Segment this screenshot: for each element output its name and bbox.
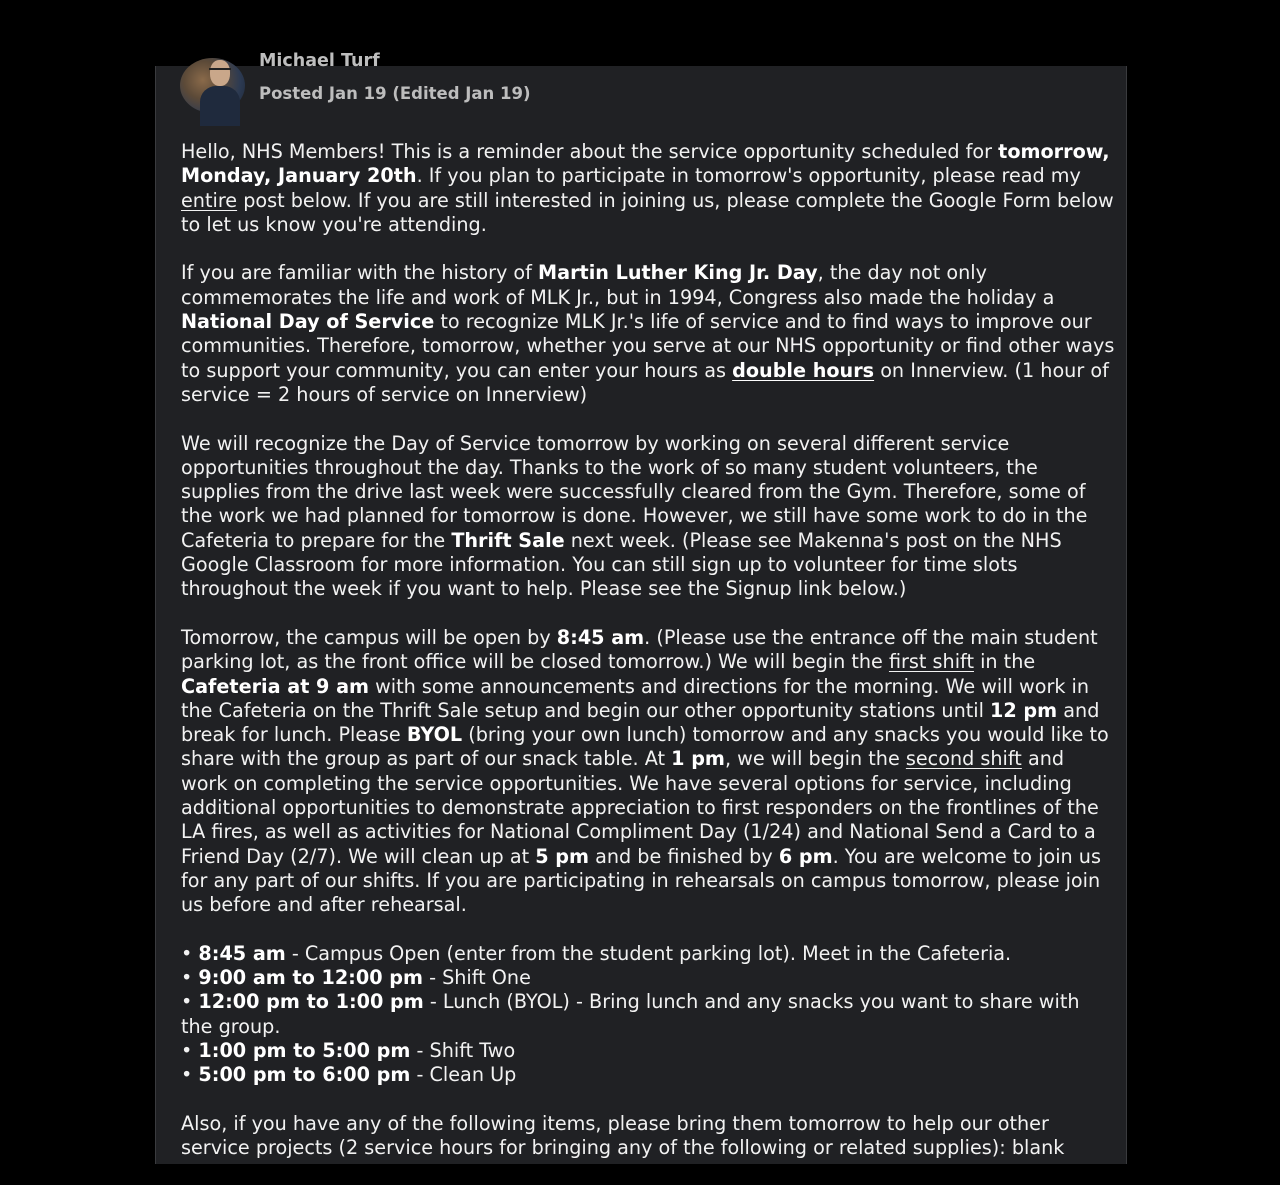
schedule-item bbox=[181, 990, 1116, 1039]
schedule-list bbox=[181, 942, 1116, 1088]
bullet: • bbox=[181, 990, 199, 1014]
schedule-desc: - Shift One bbox=[422, 966, 531, 990]
schedule-time: 1:00 pm to 5:00 pm bbox=[198, 1038, 411, 1062]
bold-text: 5 pm bbox=[535, 844, 589, 868]
text: . You are welcome to join us for any part of our shifts. If you are participating in rehearsals on campus tomorrow, please join us before and after rehearsal. bbox=[181, 844, 1101, 917]
avatar[interactable] bbox=[180, 58, 245, 113]
text: and break for lunch. Please bbox=[181, 698, 1100, 747]
paragraph-day-of-service bbox=[181, 432, 1116, 602]
bold-text: Martin Luther King Jr. Day bbox=[538, 261, 818, 285]
text: (bring your own lunch) tomorrow and any snacks you would like to share with the group as part of our snack table. At bbox=[181, 723, 1109, 771]
text: . (Please use the entrance off the main student parking lot, as the front office will be closed tomorrow.) We will begin the bbox=[181, 625, 1098, 674]
bullet: • bbox=[181, 966, 199, 990]
avatar-glasses bbox=[209, 68, 231, 75]
text: in the bbox=[973, 650, 1036, 674]
schedule-desc: - Lunch (BYOL) - Bring lunch and any snacks you want to share with the group. bbox=[181, 990, 1080, 1038]
bullet: • bbox=[181, 1038, 199, 1062]
bullet: • bbox=[181, 941, 199, 965]
text: We will recognize the Day of Service tomorrow by working on several different service opportunities throughout the day. Thanks to the work of so many student volunteers, the supplies from the drive last week were successfully cleared from the Gym. Therefore, some of the work we had planned for tomorrow is done. However, we still have some work to do in the Cafeteria to prepare for the bbox=[181, 431, 1088, 552]
bold-text: National Day of Service bbox=[181, 310, 435, 334]
schedule-item bbox=[181, 1063, 1116, 1087]
text: next week. (Please see Makenna's post on the NHS Google Classroom for more information. You can still sign up to volunteer for time slots throughout the week if you want to help. Please see the Signup link below.) bbox=[181, 528, 1062, 601]
underlined-text: first shift bbox=[888, 650, 974, 674]
paragraph-supplies bbox=[181, 1112, 1116, 1161]
paragraph-mlk-day bbox=[181, 261, 1116, 407]
bold-text: 6 pm bbox=[778, 844, 833, 868]
bold-text: 8:45 am bbox=[556, 625, 645, 649]
schedule-item bbox=[181, 1039, 1116, 1063]
text: and work on completing the service opportunities. We have several options for service, including additional opportunities to demonstrate appreciation to first responders on the frontlines of the LA fires, as well as activities for National Compliment Day (1/24) and National Send a Card to a Friend Day (2/7). We will clean up at bbox=[181, 747, 1099, 868]
underlined-text: second shift bbox=[905, 747, 1022, 771]
schedule-time: 5:00 pm to 6:00 pm bbox=[198, 1063, 411, 1087]
text: Tomorrow, the campus will be open by bbox=[181, 625, 557, 649]
schedule-desc: - Campus Open (enter from the student parking lot). Meet in the Cafeteria. bbox=[285, 941, 1012, 965]
bold-text: tomorrow, Monday, January 20th bbox=[181, 140, 1110, 188]
text: Hello, NHS Members! This is a reminder about the service opportunity scheduled for bbox=[181, 140, 999, 163]
schedule-desc: - Clean Up bbox=[410, 1063, 517, 1087]
bold-text: Thrift Sale bbox=[451, 528, 565, 552]
avatar-shirt bbox=[200, 86, 240, 126]
text: If you are familiar with the history of bbox=[181, 261, 539, 285]
bold-text: BYOL bbox=[406, 723, 463, 747]
text: on Innerview. (1 hour of service = 2 hours of service on Innerview) bbox=[181, 358, 1109, 406]
text: Also, if you have any of the following items, please bring them tomorrow to help our other service projects (2 service hours for bringing any of the following or related supplies): blank bbox=[181, 1111, 1065, 1160]
text: with some announcements and directions for the morning. We will work in the Cafeteria on the Thrift Sale setup and begin our other opportunity stations until bbox=[181, 674, 1090, 722]
bold-text: 12 pm bbox=[990, 698, 1058, 722]
paragraph-reminder bbox=[181, 140, 1116, 237]
bold-text: 1 pm bbox=[671, 747, 725, 771]
underlined-text: entire bbox=[181, 188, 238, 212]
paragraph-tomorrow-plan bbox=[181, 626, 1116, 918]
text: . If you plan to participate in tomorrow's opportunity, please read my bbox=[416, 164, 1081, 188]
bold-underlined-text: double hours bbox=[732, 358, 875, 382]
text: to recognize MLK Jr.'s life of service and to find ways to improve our communities. Therefore, tomorrow, whether you serve at our NHS opportunity or find other ways to support your community, you can enter your hours as bbox=[181, 310, 1115, 382]
schedule-time: 8:45 am bbox=[198, 941, 286, 965]
schedule-item bbox=[181, 942, 1116, 966]
text: post below. If you are still interested in joining us, please complete the Google Form below to let us know you're attending. bbox=[181, 188, 1114, 236]
bold-text: Cafeteria at 9 am bbox=[181, 674, 370, 698]
text: , we will begin the bbox=[724, 747, 906, 771]
post-header bbox=[180, 51, 1080, 118]
schedule-desc: - Shift Two bbox=[410, 1038, 516, 1062]
posted-date: Posted Jan 19 (Edited Jan 19) bbox=[259, 84, 531, 103]
schedule-time: 9:00 am to 12:00 pm bbox=[198, 966, 423, 990]
bullet: • bbox=[181, 1063, 199, 1087]
post-panel bbox=[155, 51, 1127, 1164]
text: , the day not only commemorates the life and work of MLK Jr., but in 1994, Congress also made the holiday a bbox=[181, 261, 1055, 309]
post-body bbox=[181, 140, 1116, 1185]
schedule-item bbox=[181, 966, 1116, 990]
author-name[interactable]: Michael Turf bbox=[259, 51, 380, 71]
schedule-time: 12:00 pm to 1:00 pm bbox=[198, 990, 424, 1014]
text: and be finished by bbox=[588, 844, 779, 868]
